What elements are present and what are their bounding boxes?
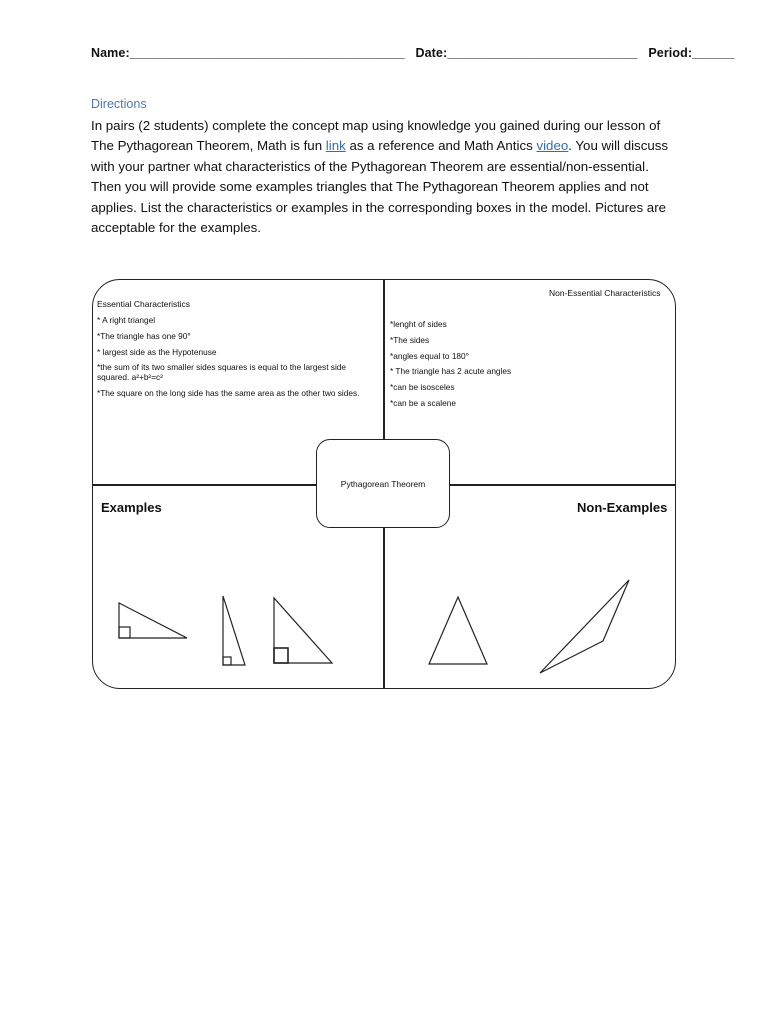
non-essential-characteristics-list (390, 319, 660, 414)
essential-characteristics-list (97, 315, 369, 404)
essential-characteristics-title: Essential Characteristics (97, 299, 191, 309)
list-item: *angles equal to 180° (390, 350, 469, 361)
name-field[interactable]: Name:_______________________________________ (91, 46, 405, 60)
directions-text-part: as a reference and Math Antics (345, 138, 537, 154)
directions-text-part: In pairs (2 students) complete the concept map using knowledge you gained during our lesson of The Pythagorean Theorem, Math is fun (91, 118, 661, 154)
list-item: * The triangle has 2 acute angles (390, 366, 512, 377)
examples-title: Examples (101, 500, 162, 515)
directions-heading: Directions (91, 97, 147, 111)
date-field[interactable]: Date:___________________________ (415, 46, 638, 60)
list-item: *the sum of its two smaller sides squares is equal to the largest side squared. a²+b²=c² (97, 362, 347, 383)
student-info-header (91, 46, 735, 60)
directions-paragraph (91, 116, 681, 238)
list-item: * A right triangel (97, 315, 156, 325)
list-item: *The sides (390, 334, 430, 345)
list-item: * largest side as the Hypotenuse (97, 346, 217, 357)
period-field[interactable]: Period:______ (648, 46, 735, 60)
list-item: *can be a scalene (390, 397, 456, 408)
non-examples-title: Non-Examples (577, 500, 668, 515)
list-item: *can be isosceles (390, 382, 455, 393)
center-concept-label: Pythagorean Theorem (340, 478, 426, 489)
list-item: *The square on the long side has the same area as the other two sides. (97, 388, 360, 399)
center-concept-box (316, 439, 450, 528)
math-antics-video-link[interactable]: video (536, 138, 569, 154)
directions-text-part: . You will discuss with your partner what characteristics of the Pythagorean Theorem are essential/non-essential. Then you will provide some examples triangles that The Pythagorean Theorem applies and not applies. List the characteristics or examples in the corresponding boxes in the model. Pictures are acceptable for the examples. (91, 138, 669, 236)
math-is-fun-link[interactable]: link (325, 138, 346, 154)
list-item: *The triangle has one 90° (97, 330, 191, 341)
non-essential-characteristics-title: Non-Essential Characteristics (549, 288, 661, 298)
list-item: *lenght of sides (390, 319, 447, 329)
